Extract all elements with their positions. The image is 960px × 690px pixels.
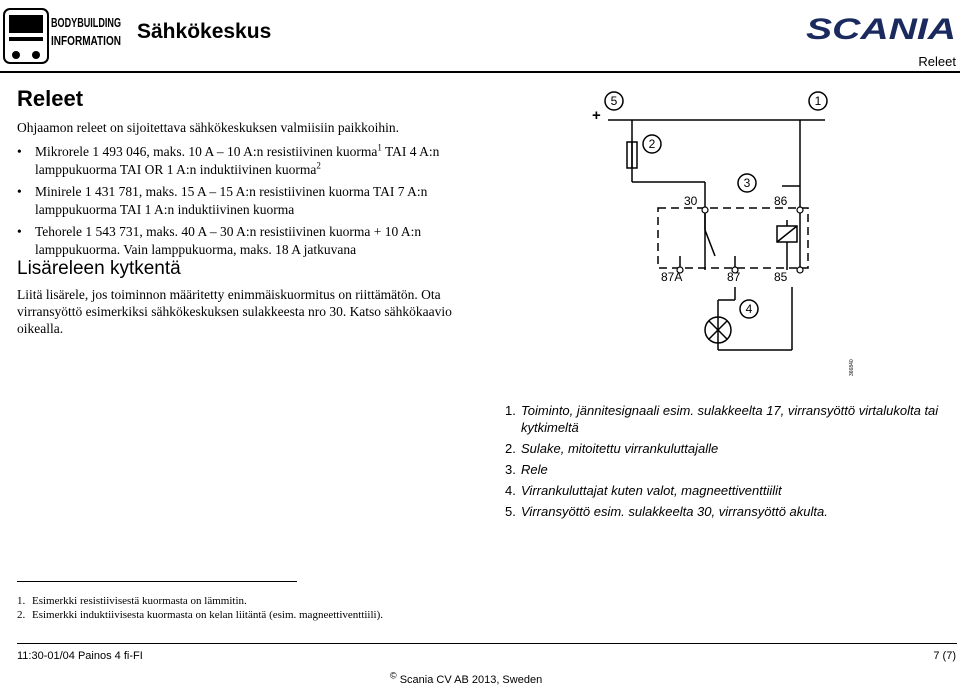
legend-text: Rele xyxy=(521,462,548,477)
footnotes xyxy=(17,594,617,622)
list-item xyxy=(17,143,467,179)
terminal-85 xyxy=(797,267,803,273)
logo-right-text: SCANIA xyxy=(806,13,956,46)
label-30: 30 xyxy=(684,194,698,208)
footnote xyxy=(17,594,617,608)
footnote-ref: 1 xyxy=(377,142,382,153)
list-item-text: 15 A – 15 A:n resistiivinen kuorma TAI 7 A:n lamppukuorma TAI 1 A:n induktiivinen kuorma xyxy=(35,184,428,217)
document-code: 11:30-01/04 Painos 4 fi-FI xyxy=(17,650,143,662)
section-heading: Lisäreleen kytkentä xyxy=(17,258,181,279)
bullet: • xyxy=(17,224,22,239)
legend-text: Toiminto, jännitesignaali esim. sulakkeelta 17, virransyöttö virtalukolta tai kytkimeltä xyxy=(521,403,939,435)
callout-4: 4 xyxy=(745,302,753,316)
legend-number: 2. xyxy=(505,441,516,456)
callout-3: 3 xyxy=(743,176,751,190)
diagram-legend xyxy=(505,402,955,524)
list-item-text: Minirele 1 431 781, maks. xyxy=(35,184,178,199)
page-number: 7 (7) xyxy=(933,650,956,662)
copyright-text: Scania CV AB 2013, Sweden xyxy=(399,674,543,686)
plus-sign: + xyxy=(592,107,601,124)
header-rule xyxy=(0,71,960,73)
list-item xyxy=(17,183,467,219)
section-label: Releet xyxy=(918,54,956,69)
header-title: Sähkökeskus xyxy=(137,20,272,43)
label-87a: 87A xyxy=(661,270,683,284)
intro-text: Ohjaamon releet on sijoitettava sähkökeskuksen valmiisiin paikkoihin. xyxy=(17,120,400,135)
legend-item xyxy=(505,402,955,436)
list-item-text: TAI 4 A:n lamppukuorma TAI OR 1 A:n induktiivinen kuorma xyxy=(35,144,440,177)
legend-number: 4. xyxy=(505,483,516,498)
footnote-rule xyxy=(17,581,297,582)
relay-coil-diagonal xyxy=(777,226,797,242)
logo-left-line2: INFORMATION xyxy=(51,33,121,48)
terminal-86 xyxy=(797,207,803,213)
legend-item xyxy=(505,440,955,457)
legend-item xyxy=(505,461,955,478)
relay-switch-arm xyxy=(705,230,715,256)
footnote-number: 2. xyxy=(17,609,26,621)
legend-text: Virrankuluttajat kuten valot, magneettiventtiilit xyxy=(521,483,782,498)
legend-item xyxy=(505,482,955,499)
legend-number: 3. xyxy=(505,462,516,477)
copyright-symbol: © xyxy=(390,670,397,681)
callout-5: 5 xyxy=(610,94,618,108)
bodybuilding-information-logo xyxy=(3,3,123,65)
page-heading: Releet xyxy=(17,86,84,111)
label-85: 85 xyxy=(774,270,788,284)
callout-2: 2 xyxy=(648,137,656,151)
copyright xyxy=(390,670,543,686)
legend-text: Sulake, mitoitettu virrankuluttajalle xyxy=(521,441,719,456)
footnote-text: Esimerkki resistiivisestä kuormasta on lämmitin. xyxy=(32,595,247,607)
bullet: • xyxy=(17,184,22,199)
legend-text: Virransyöttö esim. sulakkeelta 30, virransyöttö akulta. xyxy=(521,504,828,519)
section-paragraph: Liitä lisärele, jos toiminnon määritetty enimmäiskuormitus on riittämätön. Ota virransyöttö esimerkiksi sähkökeskuksen sulakkeesta nro 30. Katso sähkökaavio oikealla. xyxy=(17,287,452,336)
legend-number: 5. xyxy=(505,504,516,519)
legend-number: 1. xyxy=(505,403,516,418)
footnote-ref: 2 xyxy=(316,160,321,171)
legend-item xyxy=(505,503,955,520)
list-item xyxy=(17,223,467,259)
label-87: 87 xyxy=(727,270,741,284)
relay-wiring-diagram xyxy=(560,80,960,380)
list-item-text: Mikrorele 1 493 046, maks. 10 A – 10 A:n resistiivinen kuorma xyxy=(35,144,378,159)
scania-logo xyxy=(806,10,956,44)
bullet: • xyxy=(17,144,22,159)
list-item-text: Tehorele 1 543 731, maks. 40 A – 30 A:n resistiivinen kuorma + 10 A:n lamppukuorma. Vain lamppukuorma, maks. 18 A jatkuvana xyxy=(35,224,422,257)
footer-rule xyxy=(17,643,957,644)
relay-spec-list xyxy=(17,143,467,263)
terminal-30 xyxy=(702,207,708,213)
figure-id: 366840 xyxy=(849,359,855,376)
footnote-number: 1. xyxy=(17,595,26,607)
callout-1: 1 xyxy=(814,94,822,108)
label-86: 86 xyxy=(774,194,788,208)
logo-left-line1: BODYBUILDING xyxy=(51,15,121,30)
footnote xyxy=(17,608,617,622)
footnote-text: Esimerkki induktiivisesta kuormasta on kelan liitäntä (esim. magneettiventtiili). xyxy=(32,609,384,621)
